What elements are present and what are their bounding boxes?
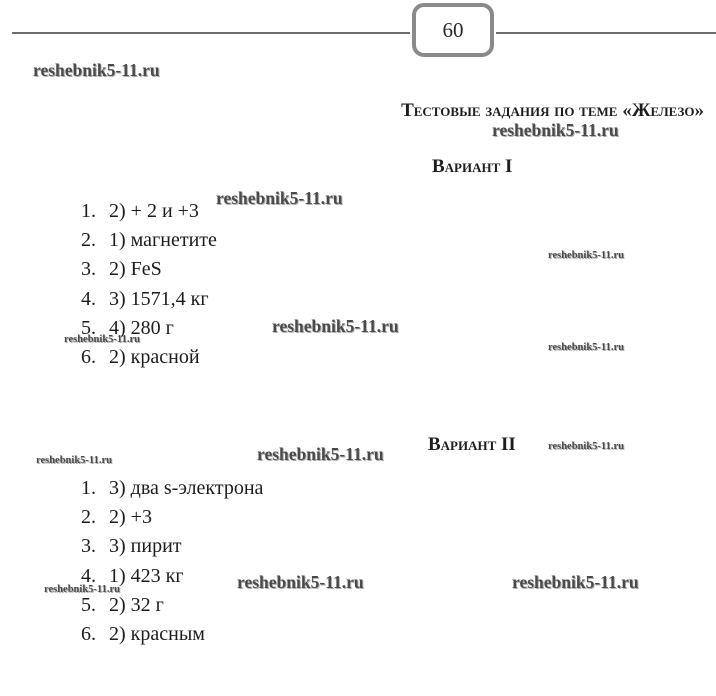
answer-item (66, 287, 217, 316)
answer-item (66, 476, 263, 505)
variant-1-answer-list (66, 199, 217, 374)
answer-number: 4. (81, 564, 96, 587)
answer-number: 3. (81, 258, 96, 281)
answer-number: 2. (81, 506, 96, 529)
answer-text: 3) пирит (109, 535, 182, 558)
watermark: reshebnik5-11.ru (272, 316, 399, 336)
header-rule-right (496, 32, 716, 34)
watermark: reshebnik5-11.ru (512, 572, 639, 592)
watermark: reshebnik5-11.ru (44, 584, 120, 595)
answer-item (66, 257, 217, 286)
answer-text: 1) 423 кг (109, 564, 184, 587)
answer-number: 6. (81, 345, 96, 368)
watermark: reshebnik5-11.ru (64, 334, 140, 345)
variant-2-heading: Вариант II (428, 434, 516, 455)
answer-text: 3) 1571,4 кг (109, 287, 209, 310)
answer-text: 2) красным (109, 622, 205, 645)
answer-number: 1. (81, 200, 96, 222)
answer-number: 4. (81, 287, 96, 310)
watermark: reshebnik5-11.ru (548, 342, 624, 353)
answer-item (66, 345, 217, 374)
answer-number: 6. (81, 622, 96, 645)
answer-text: 4) 280 г (109, 316, 174, 339)
answer-text: 3) два s-электрона (109, 477, 264, 499)
page-number: 60 (412, 3, 494, 57)
watermark: reshebnik5-11.ru (237, 572, 364, 592)
answer-number: 5. (81, 593, 96, 616)
watermark: reshebnik5-11.ru (33, 60, 160, 80)
answer-item (66, 622, 263, 651)
answer-number: 2. (81, 229, 96, 252)
answer-number: 5. (81, 316, 96, 339)
answer-text: 2) + 2 и +3 (109, 200, 199, 222)
answer-text: 1) магнетите (109, 229, 217, 252)
answer-number: 3. (81, 535, 96, 558)
answer-text: 2) красной (109, 345, 200, 368)
header-rule-left (12, 32, 410, 34)
answer-item (66, 228, 217, 257)
watermark: reshebnik5-11.ru (216, 188, 343, 208)
answer-item (66, 534, 263, 563)
answer-text: 2) FeS (109, 258, 162, 281)
variant-1-heading: Вариант I (432, 156, 513, 177)
watermark: reshebnik5-11.ru (36, 455, 112, 466)
variant-2-answer-list (66, 476, 263, 651)
answer-text: 2) 32 г (109, 593, 164, 616)
answer-number: 1. (81, 477, 96, 499)
watermark: reshebnik5-11.ru (492, 120, 619, 140)
watermark: reshebnik5-11.ru (257, 444, 384, 464)
answer-item (66, 199, 217, 228)
watermark: reshebnik5-11.ru (548, 250, 624, 261)
answer-text: 2) +3 (109, 506, 152, 529)
section-title: Тестовые задания по теме «Железо» (401, 100, 704, 121)
watermark: reshebnik5-11.ru (548, 441, 624, 452)
answer-item (66, 505, 263, 534)
answer-item (66, 593, 263, 622)
